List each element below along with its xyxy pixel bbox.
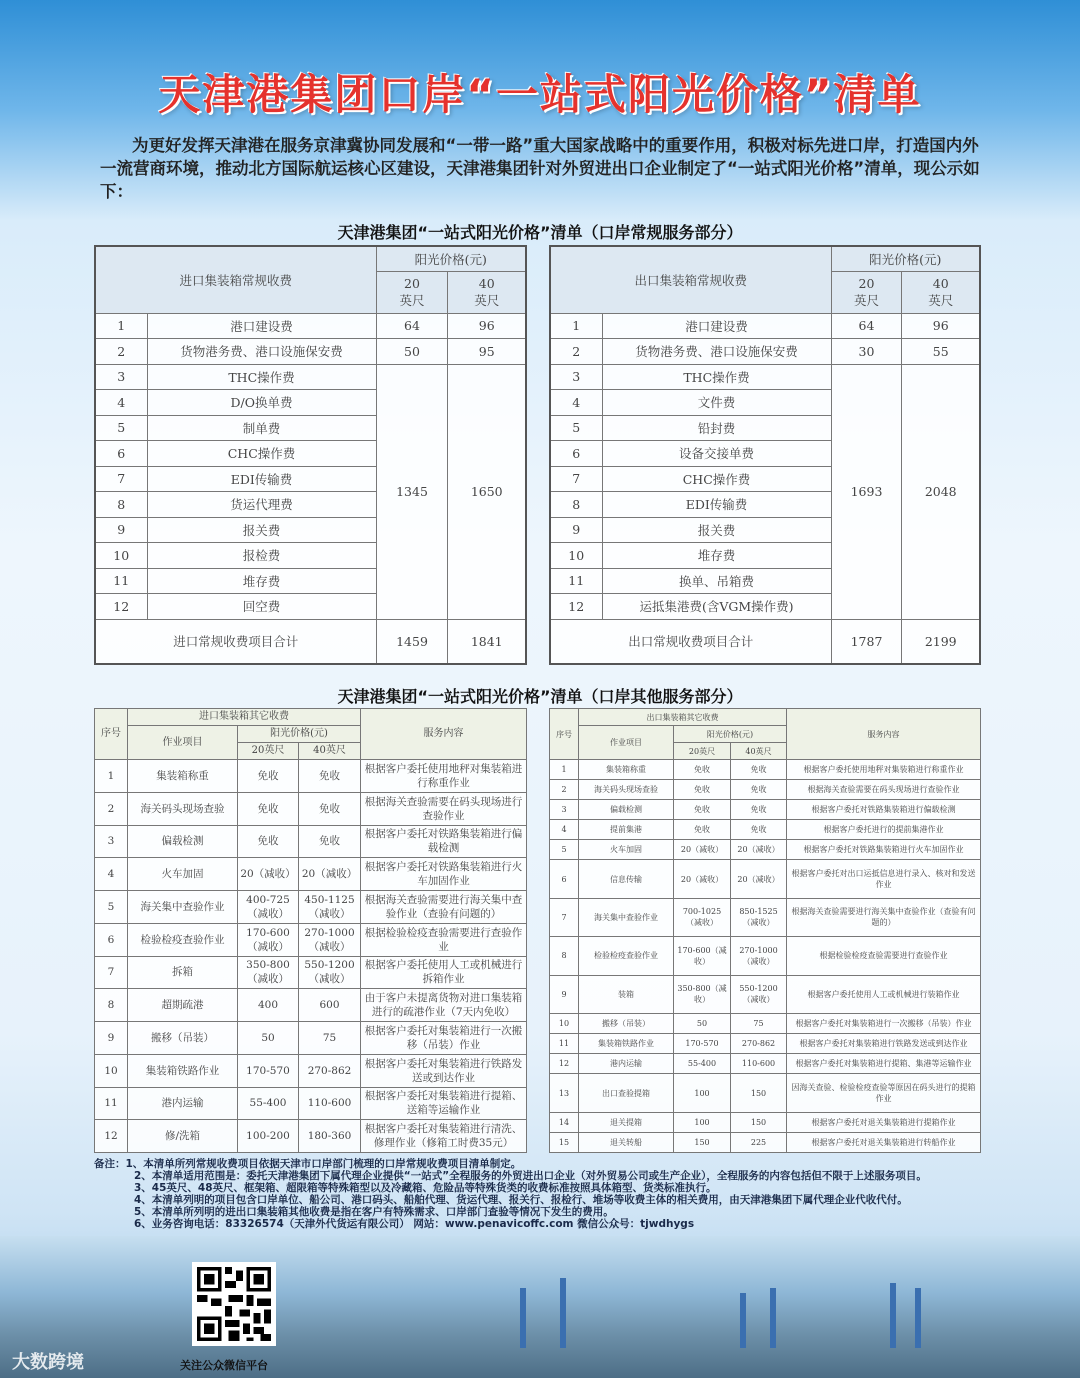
- fee-name: D/O换单费: [147, 390, 376, 416]
- row-number: 11: [95, 1087, 128, 1120]
- service-description: 根据客户委托使用人工或机械进行拆箱作业: [361, 956, 527, 989]
- note: 备注：1、本清单所列常规收费项目依据天津市口岸部门梳理的口岸常规收费项目清单制定。: [94, 1158, 522, 1170]
- row-number: 7: [95, 466, 147, 492]
- note: 4、本清单列明的项目包含口岸单位、船公司、港口码头、船舶代理、货运代理、报关行、报检行、堆场等收费主体的相关费用，由天津港集团下属代理企业代收代付。: [134, 1194, 908, 1206]
- service-description: 根据客户委托对集装箱进行清洗、修理作业（修箱工时费35元）: [361, 1120, 527, 1153]
- note: 5、本清单所列明的进出口集装箱其他收费是指在客户有特殊需求、口岸部门查验等情况下发生的费用。: [134, 1206, 614, 1218]
- price-20ft: 170-600（减收）: [238, 923, 299, 956]
- service-item: 退关转船: [579, 1132, 674, 1152]
- header-category: 进口集装箱常规收费: [95, 246, 376, 313]
- row-number: 11: [95, 568, 147, 594]
- price-40ft: 55: [902, 339, 980, 365]
- merged-price-40ft: 2048: [902, 364, 980, 619]
- table-row: [550, 760, 981, 780]
- header-service: 服务内容: [787, 709, 981, 760]
- service-item: 港内运输: [128, 1087, 238, 1120]
- fee-name: 运抵集港费(含VGM操作费): [602, 594, 831, 620]
- service-item: 出口查验提箱: [579, 1074, 674, 1112]
- price-20ft: 免收: [674, 800, 731, 820]
- row-number: 6: [95, 923, 128, 956]
- fee-name: 报关费: [147, 517, 376, 543]
- table-row: [550, 313, 980, 339]
- row-number: 5: [95, 415, 147, 441]
- fee-name: 铅封费: [602, 415, 831, 441]
- price-20ft: 50: [674, 1014, 731, 1034]
- service-item: 偏载检测: [579, 800, 674, 820]
- row-number: 4: [95, 390, 147, 416]
- price-20ft: 100: [674, 1112, 731, 1132]
- price-20ft: 免收: [674, 780, 731, 800]
- table-row: [550, 898, 981, 936]
- price-20ft: 免收: [238, 760, 299, 793]
- service-description: 根据检验检疫查验需要进行查验作业: [361, 923, 527, 956]
- price-40ft: 110-600: [731, 1054, 787, 1074]
- table-row: [95, 956, 527, 989]
- row-number: 3: [550, 364, 602, 390]
- watermark: 大数跨境: [12, 1352, 84, 1373]
- row-number: 10: [550, 543, 602, 569]
- price-20ft: 100-200: [238, 1120, 299, 1153]
- price-20ft: 170-570: [674, 1034, 731, 1054]
- row-number: 7: [550, 898, 579, 936]
- row-number: 10: [550, 1014, 579, 1034]
- row-number: 12: [95, 1120, 128, 1153]
- total-label: 进口常规收费项目合计: [95, 619, 376, 664]
- total-row: [95, 619, 526, 664]
- export-other-fees-table: [549, 708, 981, 1153]
- service-description: 根据客户委托对铁路集装箱进行火车加固作业: [361, 858, 527, 891]
- service-item: 检验检疫查验作业: [579, 937, 674, 975]
- service-item: 海关集中查验作业: [128, 891, 238, 924]
- row-number: 12: [550, 1054, 579, 1074]
- note: 2、本清单适用范围是：委托天津港集团下属代理企业提供“一站式”全程服务的外贸进出口企业（对外贸易公司或生产企业），全程服务的内容包括但不限于上述服务项目。: [134, 1170, 927, 1182]
- header-item: 作业项目: [128, 726, 238, 760]
- table-row: [550, 1034, 981, 1054]
- merged-price-20ft: 1345: [376, 364, 448, 619]
- total-20ft: 1459: [376, 619, 448, 664]
- service-description: 根据客户委托对集装箱进行提箱、集港等运输作业: [787, 1054, 981, 1074]
- fee-name: EDI传输费: [147, 466, 376, 492]
- fee-name: EDI传输费: [602, 492, 831, 518]
- row-number: 1: [550, 313, 602, 339]
- table-row: [550, 800, 981, 820]
- header-40ft: 40英尺: [299, 743, 361, 760]
- header-20ft: 20 英尺: [831, 271, 902, 313]
- fee-name: THC操作费: [147, 364, 376, 390]
- row-number: 5: [95, 891, 128, 924]
- row-number: 9: [550, 975, 579, 1013]
- service-description: 根据客户委托对集装箱进行铁路发送或到达作业: [787, 1034, 981, 1054]
- price-20ft: 64: [376, 313, 448, 339]
- table-row: [95, 891, 527, 924]
- service-description: 根据检验检疫查验需要进行查验作业: [787, 937, 981, 975]
- row-number: 9: [95, 1022, 128, 1055]
- table-row: [550, 780, 981, 800]
- row-number: 9: [95, 517, 147, 543]
- service-description: 根据客户委托对集装箱进行一次搬移（吊装）作业: [787, 1014, 981, 1034]
- row-number: 8: [550, 492, 602, 518]
- row-number: 8: [95, 492, 147, 518]
- service-description: 根据客户委托对退关集装箱进行转船作业: [787, 1132, 981, 1152]
- service-item: 搬移（吊装）: [579, 1014, 674, 1034]
- table-row: [550, 860, 981, 898]
- table-row: [550, 339, 980, 365]
- price-40ft: 96: [902, 313, 980, 339]
- fee-name: 设备交接单费: [602, 441, 831, 467]
- header-price: 阳光价格(元): [376, 246, 526, 271]
- service-description: 根据海关查验需要进行海关集中查验作业（查验有问题的）: [787, 898, 981, 936]
- table-row: [95, 364, 526, 390]
- table-row: [95, 989, 527, 1022]
- service-description: 根据客户委托对铁路集装箱进行火车加固作业: [787, 840, 981, 860]
- price-20ft: 150: [674, 1132, 731, 1152]
- price-40ft: 270-862: [299, 1054, 361, 1087]
- service-description: 因海关查验、检验检疫查验等原因在码头进行的提箱作业: [787, 1074, 981, 1112]
- service-item: 偏载检测: [128, 825, 238, 858]
- price-40ft: 免收: [731, 820, 787, 840]
- service-item: 海关码头现场查验: [128, 792, 238, 825]
- service-item: 检验检疫查验作业: [128, 923, 238, 956]
- total-40ft: 1841: [448, 619, 526, 664]
- qr-caption: 关注公众微信平台: [180, 1359, 268, 1372]
- service-item: 拆箱: [128, 956, 238, 989]
- table-row: [550, 840, 981, 860]
- total-label: 出口常规收费项目合计: [550, 619, 831, 664]
- price-20ft: 350-800（减收）: [238, 956, 299, 989]
- price-40ft: 110-600: [299, 1087, 361, 1120]
- table-row: [550, 1074, 981, 1112]
- price-20ft: 700-1025（减收）: [674, 898, 731, 936]
- fee-name: CHC操作费: [602, 466, 831, 492]
- service-item: 海关码头现场查验: [579, 780, 674, 800]
- service-description: 根据海关查验需要在码头现场进行查验作业: [787, 780, 981, 800]
- price-20ft: 55-400: [238, 1087, 299, 1120]
- row-number: 5: [550, 840, 579, 860]
- table-row: [95, 760, 527, 793]
- fee-name: 货运代理费: [147, 492, 376, 518]
- price-20ft: 免收: [674, 760, 731, 780]
- service-description: 根据客户委托对退关集装箱进行提箱作业: [787, 1112, 981, 1132]
- service-item: 集装箱铁路作业: [128, 1054, 238, 1087]
- header-40ft: 40英尺: [731, 743, 787, 760]
- table-row: [95, 858, 527, 891]
- price-40ft: 免收: [299, 760, 361, 793]
- merged-price-40ft: 1650: [448, 364, 526, 619]
- note: 3、45英尺、48英尺、框架箱、超限箱等特殊箱型以及冷藏箱、危险品等特殊货类的收费标准按照具体箱型、货类标准执行。: [134, 1182, 717, 1194]
- price-20ft: 170-570: [238, 1054, 299, 1087]
- table-row: [550, 1132, 981, 1152]
- price-20ft: 50: [376, 339, 448, 365]
- price-40ft: 20（减收）: [731, 840, 787, 860]
- row-number: 3: [95, 825, 128, 858]
- table-row: [550, 820, 981, 840]
- header-group: 出口集装箱其它收费: [579, 709, 787, 726]
- row-number: 7: [95, 956, 128, 989]
- price-40ft: 免收: [731, 780, 787, 800]
- price-20ft: 30: [831, 339, 902, 365]
- fee-name: 回空费: [147, 594, 376, 620]
- price-40ft: 95: [448, 339, 526, 365]
- row-number: 1: [550, 760, 579, 780]
- fee-name: CHC操作费: [147, 441, 376, 467]
- row-number: 4: [550, 820, 579, 840]
- price-40ft: 75: [731, 1014, 787, 1034]
- price-20ft: 免收: [238, 825, 299, 858]
- service-item: 火车加固: [579, 840, 674, 860]
- total-row: [550, 619, 980, 664]
- row-number: 12: [550, 594, 602, 620]
- service-description: 根据客户委托使用地秤对集装箱进行称重作业: [361, 760, 527, 793]
- price-40ft: 850-1525（减收）: [731, 898, 787, 936]
- row-number: 6: [95, 441, 147, 467]
- table-row: [550, 937, 981, 975]
- service-item: 修/洗箱: [128, 1120, 238, 1153]
- table-row: [95, 313, 526, 339]
- table-row: [550, 364, 980, 390]
- service-item: 信息传输: [579, 860, 674, 898]
- note: 6、业务咨询电话：83326574（天津外代货运有限公司） 网站：www.penavicoffc.com 微信公众号：tjwdhygs: [134, 1218, 695, 1230]
- price-20ft: 350-800（减收）: [674, 975, 731, 1013]
- table-row: [550, 1054, 981, 1074]
- row-number: 14: [550, 1112, 579, 1132]
- fee-name: 港口建设费: [602, 313, 831, 339]
- header-seq: 序号: [550, 709, 579, 760]
- row-number: 11: [550, 1034, 579, 1054]
- row-number: 10: [95, 1054, 128, 1087]
- header-price: 阳光价格(元): [674, 726, 787, 743]
- header-item: 作业项目: [579, 726, 674, 760]
- section-title-other: 天津港集团“一站式阳光价格”清单（口岸其他服务部分）: [337, 687, 743, 706]
- service-item: 集装箱称重: [128, 760, 238, 793]
- row-number: 6: [550, 860, 579, 898]
- import-regular-fees-table: [94, 245, 527, 665]
- row-number: 2: [550, 339, 602, 365]
- price-20ft: 20（减收）: [238, 858, 299, 891]
- row-number: 13: [550, 1074, 579, 1112]
- total-20ft: 1787: [831, 619, 902, 664]
- table-row: [95, 339, 526, 365]
- service-item: 提前集港: [579, 820, 674, 840]
- price-40ft: 免收: [299, 825, 361, 858]
- table-row: [550, 1014, 981, 1034]
- header-seq: 序号: [95, 709, 128, 760]
- table-row: [95, 1120, 527, 1153]
- price-40ft: 550-1200（减收）: [731, 975, 787, 1013]
- price-40ft: 75: [299, 1022, 361, 1055]
- price-40ft: 180-360: [299, 1120, 361, 1153]
- export-regular-fees-table: [549, 245, 981, 665]
- fee-name: 货物港务费、港口设施保安费: [147, 339, 376, 365]
- price-20ft: 20（减收）: [674, 840, 731, 860]
- service-description: 根据客户委托对出口运抵信息进行录入、核对和发送作业: [787, 860, 981, 898]
- row-number: 6: [550, 441, 602, 467]
- fee-name: 换单、吊箱费: [602, 568, 831, 594]
- total-40ft: 2199: [902, 619, 980, 664]
- row-number: 1: [95, 313, 147, 339]
- service-description: 根据客户委托对铁路集装箱进行偏载检测: [361, 825, 527, 858]
- header-service: 服务内容: [361, 709, 527, 760]
- port-photo: [0, 1236, 1080, 1378]
- price-40ft: 150: [731, 1074, 787, 1112]
- header-20ft: 20英尺: [674, 743, 731, 760]
- fee-name: 堆存费: [602, 543, 831, 569]
- table-row: [95, 1087, 527, 1120]
- price-20ft: 170-600（减收）: [674, 937, 731, 975]
- service-item: 搬移（吊装）: [128, 1022, 238, 1055]
- row-number: 2: [95, 792, 128, 825]
- price-20ft: 50: [238, 1022, 299, 1055]
- table-row: [550, 975, 981, 1013]
- header-40ft: 40 英尺: [902, 271, 980, 313]
- service-item: 火车加固: [128, 858, 238, 891]
- service-item: 集装箱铁路作业: [579, 1034, 674, 1054]
- row-number: 2: [95, 339, 147, 365]
- fee-name: 堆存费: [147, 568, 376, 594]
- service-item: 港内运输: [579, 1054, 674, 1074]
- price-40ft: 免收: [731, 800, 787, 820]
- row-number: 3: [95, 364, 147, 390]
- row-number: 7: [550, 466, 602, 492]
- service-description: 根据海关查验需要在码头现场进行查验作业: [361, 792, 527, 825]
- service-description: 根据客户委托使用人工或机械进行装箱作业: [787, 975, 981, 1013]
- intro-paragraph: 为更好发挥天津港在服务京津冀协同发展和“一带一路”重大国家战略中的重要作用，积极对标先进口岸，打造国内外一流营商环境，推动北方国际航运核心区建设，天津港集团针对外贸进出口企业制定了“一站式阳光价格”清单，现公示如下：: [100, 136, 980, 201]
- price-40ft: 20（减收）: [731, 860, 787, 898]
- section-title-regular: 天津港集团“一站式阳光价格”清单（口岸常规服务部分）: [337, 223, 743, 242]
- row-number: 9: [550, 517, 602, 543]
- table-row: [95, 825, 527, 858]
- merged-price-20ft: 1693: [831, 364, 902, 619]
- fee-name: 报关费: [602, 517, 831, 543]
- price-40ft: 96: [448, 313, 526, 339]
- price-20ft: 免收: [238, 792, 299, 825]
- row-number: 8: [95, 989, 128, 1022]
- price-40ft: 270-1000（减收）: [299, 923, 361, 956]
- table-row: [550, 1112, 981, 1132]
- price-40ft: 225: [731, 1132, 787, 1152]
- service-item: 装箱: [579, 975, 674, 1013]
- header-price: 阳光价格(元): [831, 246, 980, 271]
- header-group: 进口集装箱其它收费: [128, 709, 361, 726]
- service-item: 超期疏港: [128, 989, 238, 1022]
- price-40ft: 600: [299, 989, 361, 1022]
- price-20ft: 400-725（减收）: [238, 891, 299, 924]
- service-item: 集装箱称重: [579, 760, 674, 780]
- service-description: 根据客户委托对集装箱进行铁路发送或到达作业: [361, 1054, 527, 1087]
- price-20ft: 20（减收）: [674, 860, 731, 898]
- notes: [94, 1158, 994, 1230]
- service-description: 根据客户委托对集装箱进行提箱、送箱等运输作业: [361, 1087, 527, 1120]
- service-item: 退关提箱: [579, 1112, 674, 1132]
- row-number: 1: [95, 760, 128, 793]
- service-description: 根据客户委托对集装箱进行一次搬移（吊装）作业: [361, 1022, 527, 1055]
- service-description: 根据客户委托使用地秤对集装箱进行称重作业: [787, 760, 981, 780]
- table-row: [95, 923, 527, 956]
- qr-code[interactable]: [192, 1262, 276, 1346]
- table-row: [95, 1022, 527, 1055]
- row-number: 10: [95, 543, 147, 569]
- price-40ft: 免收: [731, 760, 787, 780]
- row-number: 4: [95, 858, 128, 891]
- price-40ft: 270-862: [731, 1034, 787, 1054]
- service-description: 根据客户委托对铁路集装箱进行偏载检测: [787, 800, 981, 820]
- row-number: 2: [550, 780, 579, 800]
- price-20ft: 免收: [674, 820, 731, 840]
- price-20ft: 55-400: [674, 1054, 731, 1074]
- row-number: 12: [95, 594, 147, 620]
- header-category: 出口集装箱常规收费: [550, 246, 831, 313]
- header-price: 阳光价格(元): [238, 726, 361, 743]
- fee-name: 制单费: [147, 415, 376, 441]
- header-40ft: 40 英尺: [448, 271, 526, 313]
- page-title: 天津港集团口岸“一站式阳光价格”清单: [158, 70, 922, 119]
- price-20ft: 100: [674, 1074, 731, 1112]
- table-row: [95, 792, 527, 825]
- service-description: 根据客户委托进行的提前集港作业: [787, 820, 981, 840]
- price-40ft: 150: [731, 1112, 787, 1132]
- price-20ft: 64: [831, 313, 902, 339]
- header-20ft: 20 英尺: [376, 271, 448, 313]
- price-40ft: 20（减收）: [299, 858, 361, 891]
- fee-name: 报检费: [147, 543, 376, 569]
- price-40ft: 450-1125（减收）: [299, 891, 361, 924]
- service-description: 根据海关查验需要进行海关集中查验作业（查验有问题的）: [361, 891, 527, 924]
- row-number: 4: [550, 390, 602, 416]
- service-item: 海关集中查验作业: [579, 898, 674, 936]
- fee-name: 文件费: [602, 390, 831, 416]
- fee-name: 货物港务费、港口设施保安费: [602, 339, 831, 365]
- price-40ft: 270-1000（减收）: [731, 937, 787, 975]
- price-40ft: 免收: [299, 792, 361, 825]
- price-20ft: 400: [238, 989, 299, 1022]
- import-other-fees-table: [94, 708, 527, 1153]
- fee-name: THC操作费: [602, 364, 831, 390]
- row-number: 5: [550, 415, 602, 441]
- price-40ft: 550-1200（减收）: [299, 956, 361, 989]
- table-row: [95, 1054, 527, 1087]
- fee-name: 港口建设费: [147, 313, 376, 339]
- row-number: 15: [550, 1132, 579, 1152]
- service-description: 由于客户未提离货物对进口集装箱进行的疏港作业（7天内免收）: [361, 989, 527, 1022]
- row-number: 8: [550, 937, 579, 975]
- header-20ft: 20英尺: [238, 743, 299, 760]
- row-number: 11: [550, 568, 602, 594]
- row-number: 3: [550, 800, 579, 820]
